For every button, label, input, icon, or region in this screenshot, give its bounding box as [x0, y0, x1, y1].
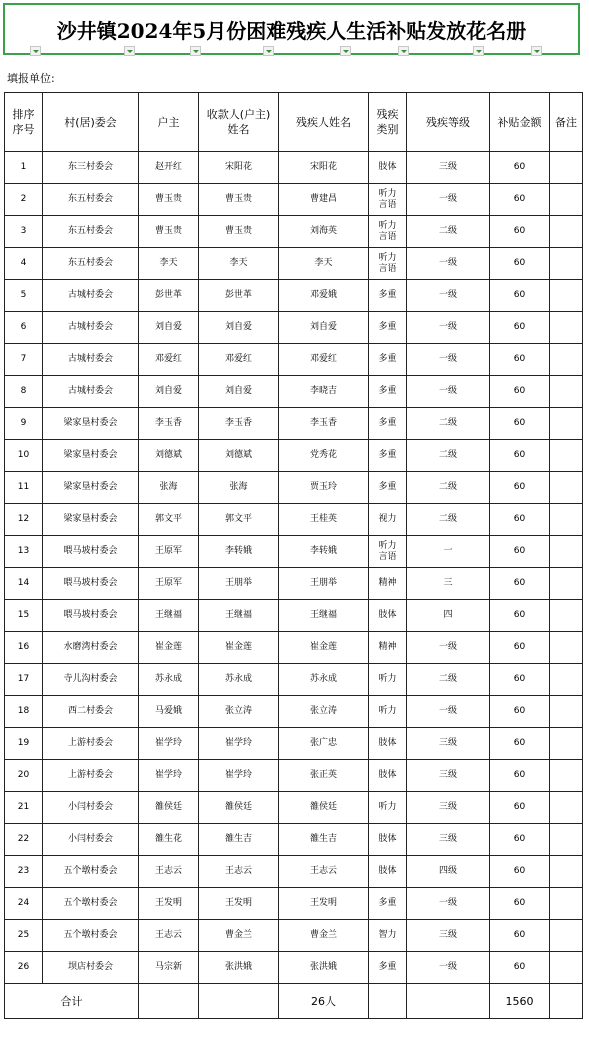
table-row [5, 760, 583, 792]
disabled-person-cell[interactable]: 李转娥 [279, 536, 369, 568]
payee-cell[interactable]: 崔学玲 [199, 728, 279, 760]
row-number-cell[interactable]: 8 [5, 376, 43, 408]
disability-category-cell[interactable]: 肢体 [369, 152, 407, 184]
row-number-cell[interactable]: 26 [5, 952, 43, 984]
subsidy-amount-cell[interactable]: 60 [490, 472, 550, 504]
disability-category-cell[interactable]: 听力 言语 [369, 216, 407, 248]
disability-level-cell[interactable]: 三级 [407, 152, 490, 184]
village-cell[interactable]: 梁家垦村委会 [43, 504, 139, 536]
disability-level-cell[interactable]: 二级 [407, 504, 490, 536]
filter-dropdown-icon[interactable] [124, 46, 135, 56]
row-number-cell[interactable]: 15 [5, 600, 43, 632]
row-number-cell[interactable]: 10 [5, 440, 43, 472]
disability-level-cell[interactable]: 二级 [407, 440, 490, 472]
table-row [5, 664, 583, 696]
payee-cell[interactable]: 郭文平 [199, 504, 279, 536]
payee-cell[interactable]: 邓爱红 [199, 344, 279, 376]
disabled-person-cell[interactable]: 李玉香 [279, 408, 369, 440]
header-cell[interactable]: 排序 序号 [5, 93, 43, 152]
subsidy-amount-cell[interactable]: 60 [490, 696, 550, 728]
table-cell[interactable] [369, 984, 407, 1019]
disability-level-cell[interactable]: 三级 [407, 760, 490, 792]
header-cell[interactable]: 残疾 类别 [369, 93, 407, 152]
row-number-cell[interactable]: 24 [5, 888, 43, 920]
filter-dropdown-icon[interactable] [263, 46, 274, 56]
row-number-cell[interactable]: 23 [5, 856, 43, 888]
village-cell[interactable]: 寺儿沟村委会 [43, 664, 139, 696]
household-head-cell[interactable]: 赵开红 [139, 152, 199, 184]
note-cell[interactable] [550, 344, 583, 376]
note-cell[interactable] [550, 600, 583, 632]
disabled-person-cell[interactable]: 张正英 [279, 760, 369, 792]
row-number-cell[interactable]: 5 [5, 280, 43, 312]
disability-level-cell[interactable]: 一级 [407, 344, 490, 376]
household-head-cell[interactable]: 郭文平 [139, 504, 199, 536]
disability-level-cell[interactable]: 三级 [407, 920, 490, 952]
row-number-cell[interactable]: 25 [5, 920, 43, 952]
household-head-cell[interactable]: 曹玉贵 [139, 216, 199, 248]
payee-cell[interactable]: 张立涛 [199, 696, 279, 728]
row-number-cell[interactable]: 13 [5, 536, 43, 568]
disability-category-cell[interactable]: 精神 [369, 632, 407, 664]
header-cell[interactable]: 残疾等级 [407, 93, 490, 152]
disabled-person-cell[interactable]: 刘海英 [279, 216, 369, 248]
payee-cell[interactable]: 张海 [199, 472, 279, 504]
disability-level-cell[interactable]: 一级 [407, 952, 490, 984]
disability-category-cell[interactable]: 肢体 [369, 728, 407, 760]
table-row [5, 280, 583, 312]
note-cell[interactable] [550, 920, 583, 952]
note-cell[interactable] [550, 824, 583, 856]
village-cell[interactable]: 古城村委会 [43, 280, 139, 312]
table-row [5, 408, 583, 440]
subsidy-amount-cell[interactable]: 60 [490, 824, 550, 856]
row-number-cell[interactable]: 9 [5, 408, 43, 440]
payee-cell[interactable]: 雒生吉 [199, 824, 279, 856]
disability-level-cell[interactable]: 二级 [407, 216, 490, 248]
table-row [5, 696, 583, 728]
disability-category-cell[interactable]: 肢体 [369, 824, 407, 856]
note-cell[interactable] [550, 184, 583, 216]
village-cell[interactable]: 上游村委会 [43, 760, 139, 792]
household-head-cell[interactable]: 邓爱红 [139, 344, 199, 376]
table-row [5, 728, 583, 760]
note-cell[interactable] [550, 760, 583, 792]
disability-level-cell[interactable]: 四 [407, 600, 490, 632]
village-cell[interactable]: 喂马坡村委会 [43, 600, 139, 632]
payee-cell[interactable]: 曹金兰 [199, 920, 279, 952]
header-cell[interactable]: 收款人(户主) 姓名 [199, 93, 279, 152]
row-number-cell[interactable]: 18 [5, 696, 43, 728]
payee-cell[interactable]: 李天 [199, 248, 279, 280]
disability-category-cell[interactable]: 听力 言语 [369, 184, 407, 216]
filter-dropdown-icon[interactable] [30, 46, 41, 56]
disability-level-cell[interactable]: 二级 [407, 408, 490, 440]
row-number-cell[interactable]: 2 [5, 184, 43, 216]
village-cell[interactable]: 西二村委会 [43, 696, 139, 728]
village-cell[interactable]: 东三村委会 [43, 152, 139, 184]
table-row [5, 504, 583, 536]
note-cell[interactable] [550, 408, 583, 440]
row-number-cell[interactable]: 6 [5, 312, 43, 344]
village-cell[interactable]: 五个墩村委会 [43, 920, 139, 952]
row-number-cell[interactable]: 1 [5, 152, 43, 184]
household-head-cell[interactable]: 刘自爱 [139, 312, 199, 344]
note-cell[interactable] [550, 440, 583, 472]
disability-category-cell[interactable]: 听力 [369, 792, 407, 824]
table-cell[interactable] [199, 984, 279, 1019]
filter-dropdown-icon[interactable] [473, 46, 484, 56]
header-cell[interactable]: 补贴金额 [490, 93, 550, 152]
table-row [5, 824, 583, 856]
filter-dropdown-icon[interactable] [190, 46, 201, 56]
disability-category-cell[interactable]: 多重 [369, 888, 407, 920]
village-cell[interactable]: 五个墩村委会 [43, 856, 139, 888]
table-row [5, 920, 583, 952]
disability-level-cell[interactable]: 一级 [407, 248, 490, 280]
disabled-person-cell[interactable]: 曹金兰 [279, 920, 369, 952]
table-row [5, 952, 583, 984]
note-cell[interactable] [550, 248, 583, 280]
village-cell[interactable]: 小闫村委会 [43, 792, 139, 824]
note-cell[interactable] [550, 568, 583, 600]
household-head-cell[interactable]: 王志云 [139, 920, 199, 952]
disability-category-cell[interactable]: 多重 [369, 280, 407, 312]
disability-level-cell[interactable]: 三 [407, 568, 490, 600]
disabled-person-cell[interactable]: 崔金莲 [279, 632, 369, 664]
disabled-person-cell[interactable]: 贾玉玲 [279, 472, 369, 504]
subsidy-amount-cell[interactable]: 60 [490, 920, 550, 952]
row-number-cell[interactable]: 3 [5, 216, 43, 248]
disabled-person-cell[interactable]: 张洪娥 [279, 952, 369, 984]
disabled-person-cell[interactable]: 曹建昌 [279, 184, 369, 216]
payee-cell[interactable]: 刘德斌 [199, 440, 279, 472]
household-head-cell[interactable]: 王原军 [139, 568, 199, 600]
table-row [5, 248, 583, 280]
household-head-cell[interactable]: 王继福 [139, 600, 199, 632]
table-row [5, 568, 583, 600]
disability-level-cell[interactable]: 一级 [407, 376, 490, 408]
subsidy-amount-cell[interactable]: 60 [490, 152, 550, 184]
subsidy-amount-cell[interactable]: 60 [490, 504, 550, 536]
subsidy-amount-cell[interactable]: 60 [490, 408, 550, 440]
village-cell[interactable]: 古城村委会 [43, 344, 139, 376]
subsidy-amount-cell[interactable]: 60 [490, 248, 550, 280]
disabled-person-cell[interactable]: 张广忠 [279, 728, 369, 760]
payee-cell[interactable]: 刘自爱 [199, 312, 279, 344]
payee-cell[interactable]: 崔学玲 [199, 760, 279, 792]
subsidy-amount-cell[interactable]: 60 [490, 760, 550, 792]
note-cell[interactable] [550, 312, 583, 344]
table-row [5, 792, 583, 824]
disabled-person-cell[interactable]: 王朋举 [279, 568, 369, 600]
subsidy-amount-cell[interactable]: 60 [490, 952, 550, 984]
note-cell[interactable] [550, 664, 583, 696]
subsidy-amount-cell[interactable]: 60 [490, 216, 550, 248]
table-row [5, 216, 583, 248]
village-cell[interactable]: 古城村委会 [43, 376, 139, 408]
disabled-person-cell[interactable]: 李天 [279, 248, 369, 280]
disability-level-cell[interactable]: 一级 [407, 696, 490, 728]
disabled-person-cell[interactable]: 张立涛 [279, 696, 369, 728]
note-cell[interactable] [550, 632, 583, 664]
household-head-cell[interactable]: 李天 [139, 248, 199, 280]
table-row [5, 312, 583, 344]
disability-category-cell[interactable]: 多重 [369, 472, 407, 504]
disabled-person-cell[interactable]: 雒侯廷 [279, 792, 369, 824]
disability-category-cell[interactable]: 听力 言语 [369, 536, 407, 568]
header-cell[interactable]: 户主 [139, 93, 199, 152]
payee-cell[interactable]: 宋阳花 [199, 152, 279, 184]
disabled-person-cell[interactable]: 王志云 [279, 856, 369, 888]
payee-cell[interactable]: 王志云 [199, 856, 279, 888]
household-head-cell[interactable]: 王志云 [139, 856, 199, 888]
village-cell[interactable]: 喂马坡村委会 [43, 536, 139, 568]
table-row [5, 472, 583, 504]
disabled-person-cell[interactable]: 王继福 [279, 600, 369, 632]
table-row [5, 152, 583, 184]
village-cell[interactable]: 坝店村委会 [43, 952, 139, 984]
table-row [5, 440, 583, 472]
household-head-cell[interactable]: 崔学玲 [139, 760, 199, 792]
disability-level-cell[interactable]: 三级 [407, 824, 490, 856]
household-head-cell[interactable]: 雒生花 [139, 824, 199, 856]
subsidy-amount-cell[interactable]: 60 [490, 440, 550, 472]
row-number-cell[interactable]: 14 [5, 568, 43, 600]
subsidy-amount-cell[interactable]: 60 [490, 184, 550, 216]
note-cell[interactable] [550, 888, 583, 920]
household-head-cell[interactable]: 李玉香 [139, 408, 199, 440]
row-number-cell[interactable]: 17 [5, 664, 43, 696]
village-cell[interactable]: 水磨湾村委会 [43, 632, 139, 664]
household-head-cell[interactable]: 刘自爱 [139, 376, 199, 408]
roster-table [4, 92, 583, 1019]
header-row [5, 93, 583, 152]
header-cell[interactable]: 残疾人姓名 [279, 93, 369, 152]
note-cell[interactable] [550, 152, 583, 184]
disabled-person-cell[interactable]: 党秀花 [279, 440, 369, 472]
payee-cell[interactable]: 李玉香 [199, 408, 279, 440]
note-cell[interactable] [550, 216, 583, 248]
village-cell[interactable]: 东五村委会 [43, 184, 139, 216]
disabled-person-cell[interactable]: 王发明 [279, 888, 369, 920]
header-cell[interactable]: 备注 [550, 93, 583, 152]
disability-category-cell[interactable]: 听力 [369, 696, 407, 728]
disability-category-cell[interactable]: 智力 [369, 920, 407, 952]
total-row [5, 984, 583, 1019]
disabled-person-cell[interactable]: 邓爱娥 [279, 280, 369, 312]
note-cell[interactable] [550, 696, 583, 728]
payee-cell[interactable]: 彭世革 [199, 280, 279, 312]
subsidy-amount-cell[interactable]: 60 [490, 664, 550, 696]
disabled-person-cell[interactable]: 宋阳花 [279, 152, 369, 184]
disability-level-cell[interactable]: 二级 [407, 664, 490, 696]
note-cell[interactable] [550, 792, 583, 824]
filter-row [0, 46, 589, 58]
village-cell[interactable]: 梁家垦村委会 [43, 472, 139, 504]
row-number-cell[interactable]: 12 [5, 504, 43, 536]
disabled-person-cell[interactable]: 李晓吉 [279, 376, 369, 408]
household-head-cell[interactable]: 苏永成 [139, 664, 199, 696]
disabled-person-cell[interactable]: 雒生吉 [279, 824, 369, 856]
payee-cell[interactable]: 王继福 [199, 600, 279, 632]
disability-category-cell[interactable]: 精神 [369, 568, 407, 600]
disability-level-cell[interactable]: 三级 [407, 728, 490, 760]
subsidy-amount-cell[interactable]: 60 [490, 344, 550, 376]
row-number-cell[interactable]: 11 [5, 472, 43, 504]
disabled-person-cell[interactable]: 苏永成 [279, 664, 369, 696]
disability-category-cell[interactable]: 多重 [369, 952, 407, 984]
disability-category-cell[interactable]: 多重 [369, 344, 407, 376]
table-cell[interactable] [139, 984, 199, 1019]
filter-dropdown-icon[interactable] [340, 46, 351, 56]
filter-dropdown-icon[interactable] [398, 46, 409, 56]
household-head-cell[interactable]: 崔金莲 [139, 632, 199, 664]
header-cell[interactable]: 村(居)委会 [43, 93, 139, 152]
disability-level-cell[interactable]: 一级 [407, 184, 490, 216]
subsidy-amount-cell[interactable]: 60 [490, 312, 550, 344]
filter-dropdown-icon[interactable] [531, 46, 542, 56]
subsidy-amount-cell[interactable]: 60 [490, 728, 550, 760]
row-number-cell[interactable]: 22 [5, 824, 43, 856]
row-number-cell[interactable]: 7 [5, 344, 43, 376]
table-row [5, 376, 583, 408]
table-row [5, 536, 583, 568]
payee-cell[interactable]: 王发明 [199, 888, 279, 920]
subsidy-amount-cell[interactable]: 60 [490, 600, 550, 632]
payee-cell[interactable]: 张洪娥 [199, 952, 279, 984]
household-head-cell[interactable]: 曹玉贵 [139, 184, 199, 216]
village-cell[interactable]: 上游村委会 [43, 728, 139, 760]
disability-category-cell[interactable]: 肢体 [369, 760, 407, 792]
table-cell[interactable] [407, 984, 490, 1019]
household-head-cell[interactable]: 雒侯廷 [139, 792, 199, 824]
subsidy-amount-cell[interactable]: 60 [490, 376, 550, 408]
subsidy-amount-cell[interactable]: 60 [490, 568, 550, 600]
subsidy-amount-cell[interactable]: 60 [490, 856, 550, 888]
payee-cell[interactable]: 曹玉贵 [199, 216, 279, 248]
table-cell[interactable] [550, 984, 583, 1019]
note-cell[interactable] [550, 376, 583, 408]
village-cell[interactable]: 梁家垦村委会 [43, 408, 139, 440]
note-cell[interactable] [550, 472, 583, 504]
village-cell[interactable]: 古城村委会 [43, 312, 139, 344]
note-cell[interactable] [550, 728, 583, 760]
payee-cell[interactable]: 雒侯廷 [199, 792, 279, 824]
payee-cell[interactable]: 曹玉贵 [199, 184, 279, 216]
household-head-cell[interactable]: 马爱娥 [139, 696, 199, 728]
subsidy-amount-cell[interactable]: 60 [490, 632, 550, 664]
table-row [5, 856, 583, 888]
table-row [5, 344, 583, 376]
disability-category-cell[interactable]: 听力 言语 [369, 248, 407, 280]
total-count-cell[interactable]: 26人 [279, 984, 369, 1019]
disabled-person-cell[interactable]: 邓爱红 [279, 344, 369, 376]
payee-cell[interactable]: 李转娥 [199, 536, 279, 568]
table-row [5, 184, 583, 216]
total-amount-cell[interactable]: 1560 [490, 984, 550, 1019]
payee-cell[interactable]: 苏永成 [199, 664, 279, 696]
household-head-cell[interactable]: 刘德斌 [139, 440, 199, 472]
disability-level-cell[interactable]: 一级 [407, 312, 490, 344]
row-number-cell[interactable]: 4 [5, 248, 43, 280]
payee-cell[interactable]: 刘自爱 [199, 376, 279, 408]
disability-category-cell[interactable]: 听力 [369, 664, 407, 696]
household-head-cell[interactable]: 王原军 [139, 536, 199, 568]
disabled-person-cell[interactable]: 王桂英 [279, 504, 369, 536]
table-row [5, 600, 583, 632]
table-row [5, 632, 583, 664]
row-number-cell[interactable]: 20 [5, 760, 43, 792]
note-cell[interactable] [550, 856, 583, 888]
total-label-cell[interactable]: 合计 [5, 984, 139, 1019]
subsidy-amount-cell[interactable]: 60 [490, 792, 550, 824]
disability-level-cell[interactable]: 一级 [407, 632, 490, 664]
row-number-cell[interactable]: 19 [5, 728, 43, 760]
disability-category-cell[interactable]: 多重 [369, 408, 407, 440]
disability-level-cell[interactable]: 一 [407, 536, 490, 568]
disability-level-cell[interactable]: 二级 [407, 472, 490, 504]
household-head-cell[interactable]: 马宗新 [139, 952, 199, 984]
disability-level-cell[interactable]: 一级 [407, 280, 490, 312]
subsidy-amount-cell[interactable]: 60 [490, 536, 550, 568]
disability-level-cell[interactable]: 三级 [407, 792, 490, 824]
reporting-unit-label: 填报单位: [7, 72, 55, 85]
payee-cell[interactable]: 崔金莲 [199, 632, 279, 664]
note-cell[interactable] [550, 536, 583, 568]
disability-category-cell[interactable]: 多重 [369, 312, 407, 344]
sheet-title: 沙井镇2024年5月份困难残疾人生活补贴发放花名册 [56, 18, 527, 43]
payee-cell[interactable]: 王朋举 [199, 568, 279, 600]
disability-category-cell[interactable]: 视力 [369, 504, 407, 536]
village-cell[interactable]: 东五村委会 [43, 216, 139, 248]
disability-category-cell[interactable]: 多重 [369, 440, 407, 472]
village-cell[interactable]: 五个墩村委会 [43, 888, 139, 920]
disability-category-cell[interactable]: 肢体 [369, 600, 407, 632]
village-cell[interactable]: 东五村委会 [43, 248, 139, 280]
note-cell[interactable] [550, 504, 583, 536]
row-number-cell[interactable]: 21 [5, 792, 43, 824]
household-head-cell[interactable]: 彭世革 [139, 280, 199, 312]
row-number-cell[interactable]: 16 [5, 632, 43, 664]
disabled-person-cell[interactable]: 刘自爱 [279, 312, 369, 344]
village-cell[interactable]: 小闫村委会 [43, 824, 139, 856]
note-cell[interactable] [550, 952, 583, 984]
note-cell[interactable] [550, 280, 583, 312]
household-head-cell[interactable]: 王发明 [139, 888, 199, 920]
subsidy-amount-cell[interactable]: 60 [490, 888, 550, 920]
disability-category-cell[interactable]: 多重 [369, 376, 407, 408]
household-head-cell[interactable]: 张海 [139, 472, 199, 504]
disability-level-cell[interactable]: 四级 [407, 856, 490, 888]
village-cell[interactable]: 梁家垦村委会 [43, 440, 139, 472]
disability-level-cell[interactable]: 一级 [407, 888, 490, 920]
disability-category-cell[interactable]: 肢体 [369, 856, 407, 888]
subsidy-amount-cell[interactable]: 60 [490, 280, 550, 312]
table-row [5, 888, 583, 920]
village-cell[interactable]: 喂马坡村委会 [43, 568, 139, 600]
household-head-cell[interactable]: 崔学玲 [139, 728, 199, 760]
